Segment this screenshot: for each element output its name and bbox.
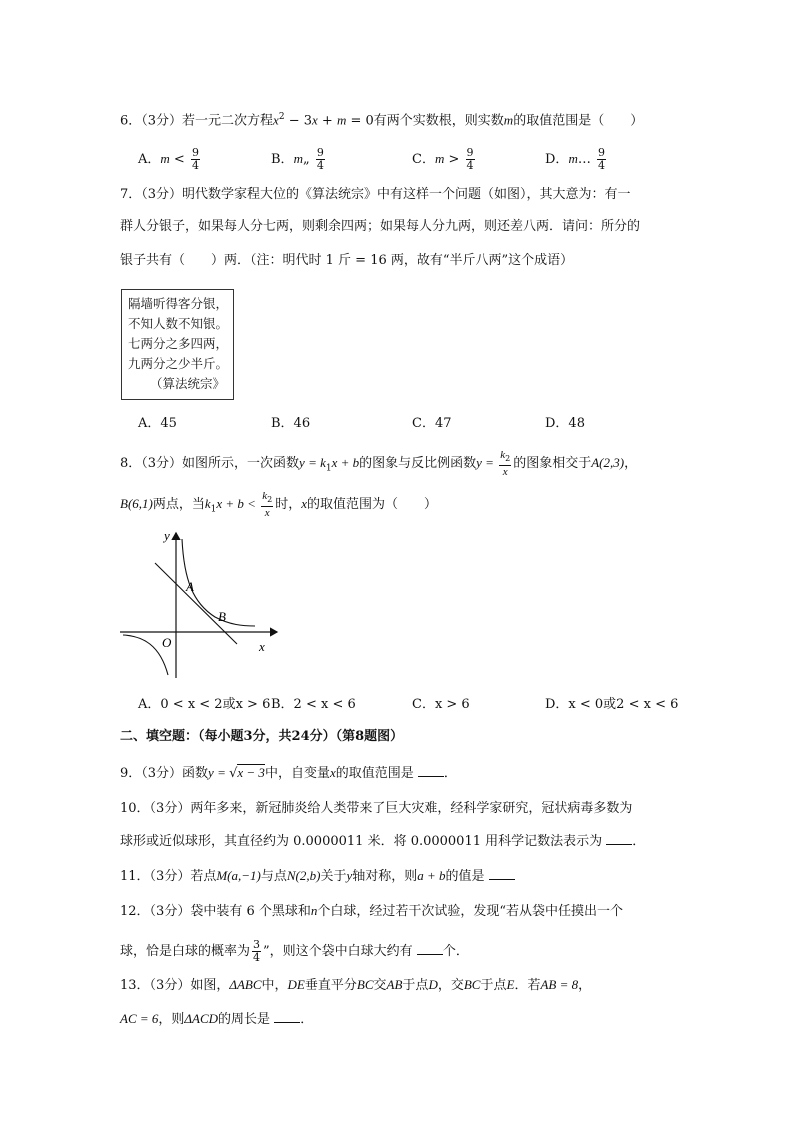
q7-line2: 群人分银子，如果每人分七两，则剩余四两；如果每人分九两，则还差八两．请问：所分的 bbox=[120, 219, 641, 234]
q11-answer-blank[interactable] bbox=[489, 867, 515, 880]
point-a-label: A bbox=[186, 579, 194, 594]
q12-answer-blank[interactable] bbox=[417, 942, 443, 955]
x-axis-label: x bbox=[259, 639, 265, 654]
q8-option-b[interactable]: B．2 < x < 6 bbox=[271, 697, 356, 712]
sqrt-symbol: √ bbox=[229, 766, 238, 781]
q8-option-c[interactable]: C．x > 6 bbox=[412, 697, 470, 712]
q6-option-b[interactable]: B．m„ $\frac{9}{4}$ bbox=[271, 146, 324, 172]
q13-line1: 13．（3分）如图，ΔABC中，DE垂直平分BC交AB于点D，交BC于点E．若AB = 8， bbox=[120, 977, 592, 993]
q7-option-d[interactable]: D．48 bbox=[545, 416, 585, 431]
q12-line1: 12．（3分）袋中装有 6 个黑球和n个白球，经过若干次试验，发现“若从袋中任摸出一个 bbox=[120, 903, 624, 919]
q10-line1: 10．（3分）两年多来，新冠肺炎给人类带来了巨大灾难，经科学家研究，冠状病毒多数为 bbox=[120, 801, 633, 816]
q7-option-b[interactable]: B．46 bbox=[271, 416, 311, 431]
y-axis-label: y bbox=[164, 528, 170, 543]
poem-line: 不知人数不知银。 bbox=[128, 316, 229, 331]
q9-line: 9．（3分）函数y = √x − 3中，自变量x的取值范围是 ． bbox=[120, 765, 457, 781]
poem-line: 九两分之少半斤。 bbox=[128, 356, 229, 371]
q6-option-c[interactable]: C．m > $\frac{9}{4}$ bbox=[412, 146, 474, 172]
q11-line: 11．（3分）若点M(a,−1)与点N(2,b)关于y轴对称，则a + b的值是 bbox=[120, 866, 515, 887]
q8-option-a[interactable]: A．0 < x < 2或x > 6 bbox=[138, 697, 271, 712]
q7-line3: 银子共有（ ）两．（注：明代时 1 斤 = 16 两，故有“半斤八两”这个成语） bbox=[120, 253, 574, 268]
poem-source: （算法统宗》 bbox=[150, 376, 226, 391]
poem-line: 七两分之多四两， bbox=[128, 336, 229, 351]
q10-answer-blank[interactable] bbox=[606, 832, 632, 845]
poem-box bbox=[121, 289, 234, 400]
poem-line: 隔墙听得客分银， bbox=[128, 296, 229, 311]
q9-answer-blank[interactable] bbox=[418, 764, 444, 777]
q8-option-d[interactable]: D．x < 0或2 < x < 6 bbox=[545, 697, 679, 712]
q12-line2: 球，恰是白球的概率为 $\frac{3}{4}$ ”，则这个袋中白球大约有 个． bbox=[120, 938, 469, 964]
section-heading: 二、填空题：（每小题3分，共24分）（第8题图） bbox=[120, 729, 404, 744]
q6-stem: 6．（3分）若一元二次方程$x^2 - 3x + m = 0$有两个实数根，则实数m的取值范围是（ ） bbox=[120, 112, 644, 129]
q13-answer-blank[interactable] bbox=[274, 1010, 300, 1023]
q10-line2: 球形或近似球形，其直径约为 0.0000011 米．将 0.0000011 用科学记数法表示为 ． bbox=[120, 834, 646, 849]
q7-option-a[interactable]: A．45 bbox=[138, 416, 177, 431]
q6-option-d[interactable]: D．m… $\frac{9}{4}$ bbox=[545, 146, 605, 172]
q13-line2: AC = 6，则ΔACD的周长是 ． bbox=[120, 1011, 314, 1027]
q8-line2: B(6,1)两点，当$k_1x + b$ < $\frac{k_2}{x}$ 时，x的取值范围为（ ） bbox=[120, 490, 438, 520]
origin-label: O bbox=[162, 635, 172, 650]
q7-option-c[interactable]: C．47 bbox=[412, 416, 452, 431]
q7-line1: 7．（3分）明代数学家程大位的《算法统宗》中有这样一个问题（如图），其大意为：有一 bbox=[120, 187, 631, 202]
q8-graph bbox=[115, 525, 285, 683]
point-b-label: B bbox=[218, 609, 226, 624]
q8-line1: 8．（3分）如图所示，一次函数$y = k_1x + b$的图象与反比例函数y = $\frac{k_2}{x}$ 的图象相交于A(2,3)， bbox=[120, 449, 638, 479]
q6-option-a[interactable]: A．m < $\frac{9}{4}$ bbox=[138, 146, 199, 172]
